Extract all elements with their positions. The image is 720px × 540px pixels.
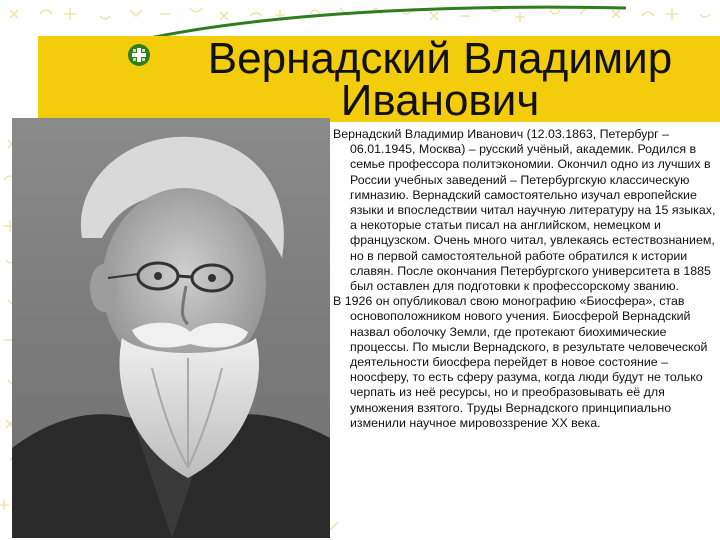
biography-text: [333, 127, 720, 431]
biography-paragraph-1: [333, 127, 720, 294]
portrait-photo: [12, 118, 330, 538]
slide-title: [160, 34, 720, 125]
green-cross-bullet-icon: [126, 42, 152, 68]
biography-paragraph-1-text: Владимир Иванович (12.03.1863, Петербург – 06.01.1945, Москва) – русский учёный, академик. Родился в семье профессора политэкономии. Окончил одно из лучших в России учебных заведений – Петербургскую классическую гимназию. Вернадский самостоятельно изучал европейские языки и впоследствии читал научную литературу на 15 языках, а некоторые статьи писал на английском, немецком и французском. Очень много читал, увлекаясь естествознанием, но в первой самостоятельной работе обратился к истории славян. После окончания Петербургского университета в 1885 был оставлен для подготовки к профессорскому званию.: [350, 127, 716, 294]
title-line-2: Иванович: [340, 76, 540, 125]
biography-lead-name: Вернадский: [333, 127, 402, 141]
title-line-1: Вернадский Владимир: [207, 34, 673, 83]
biography-paragraph-2: В 1926 он опубликовал свою монографию «Биосфера», став основоположником нового учения. Биосферой Вернадский назвал оболочку Земли, где протекают биохимические процессы. По мысли Вернадского, в результате человеческой деятельности биосфера перейдет в новое состояние – ноосферу, то есть сферу разума, когда люди будут не только черпать из неё ресурсы, но и преобразовывать её для умножения взятого. Труды Вернадского принципиально изменили научное мировоззрение XX века.: [333, 294, 708, 430]
